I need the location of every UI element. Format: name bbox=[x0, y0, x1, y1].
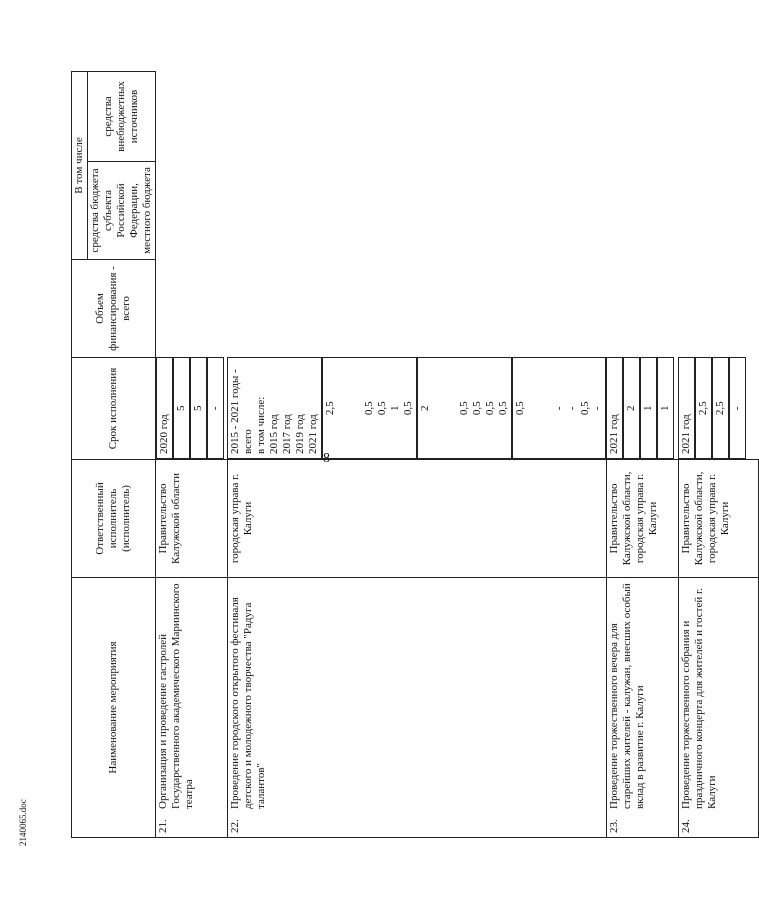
header-row-1 bbox=[72, 72, 88, 838]
events-table bbox=[71, 71, 759, 838]
event-name-cell bbox=[227, 578, 606, 838]
budget-cell: 1 bbox=[640, 358, 657, 460]
budget-cell: 2 0,5 0,5 0,5 0,5 bbox=[417, 358, 512, 460]
responsible-cell: Правительство Калужской области, городская управа г. Калуги bbox=[606, 460, 678, 578]
extra-cell: - bbox=[729, 358, 746, 460]
rotated-table-wrapper bbox=[71, 72, 744, 838]
responsible-cell: Правительство Калужской области bbox=[155, 460, 227, 578]
total-cell: 2,5 bbox=[695, 358, 712, 460]
extra-cell: 1 bbox=[657, 358, 674, 460]
term-cell: 2015 - 2021 годы - всего в том числе: 2015 год 2017 год 2019 год 2021 год bbox=[227, 358, 322, 460]
document-code: 2140065.doc bbox=[18, 799, 28, 846]
header-total: Объем финансирования - всего bbox=[72, 260, 156, 358]
row-number: 23. bbox=[607, 819, 620, 833]
header-name: Наименование мероприятия bbox=[72, 578, 156, 838]
total-cell: 2 bbox=[623, 358, 640, 460]
header-budget: средства бюджета субъекта Российской Федерации, местного бюджета bbox=[87, 162, 155, 260]
header-responsible: Ответственный исполнитель (исполнитель) bbox=[72, 460, 156, 578]
event-name: Проведение городского открытого фестиваля детского и молодежного творчества "Радуга талантов" bbox=[228, 597, 267, 809]
row-number: 22. bbox=[228, 819, 241, 833]
term-cell: 2020 год bbox=[156, 358, 173, 460]
term-cell: 2021 год bbox=[606, 358, 623, 460]
extra-cell: - bbox=[207, 358, 224, 460]
event-name: Организация и проведение гастролей Государственного академического Мариинского театра bbox=[156, 583, 195, 809]
event-name-cell bbox=[678, 578, 758, 838]
header-extra: средства внебюджетных источников bbox=[87, 72, 155, 162]
total-cell: 2,5 0,5 0,5 1 0,5 bbox=[322, 358, 417, 460]
budget-cell: 5 bbox=[190, 358, 207, 460]
responsible-cell: Правительство Калужской области, городская управа г. Калуги bbox=[678, 460, 758, 578]
page-number: 8 bbox=[323, 451, 330, 466]
event-name: Проведение торжественного вечера для старейших жителей - калужан, внесших особый вклад в развитие г. Калуги bbox=[607, 583, 646, 809]
extra-cell: 0,5 - - 0,5 - bbox=[512, 358, 607, 460]
table-row bbox=[606, 72, 678, 838]
table-row bbox=[678, 72, 758, 838]
event-name-cell bbox=[606, 578, 678, 838]
event-name: Проведение торжественного собрания и праздничного концерта для жителей и гостей г. Калуги bbox=[679, 587, 718, 809]
term-cell: 2021 год bbox=[678, 358, 695, 460]
total-cell: 5 bbox=[173, 358, 190, 460]
table-row bbox=[155, 72, 227, 838]
event-name-cell bbox=[155, 578, 227, 838]
row-number: 24. bbox=[679, 819, 692, 833]
header-term: Срок исполнения bbox=[72, 358, 156, 460]
header-including: В том числе bbox=[72, 72, 88, 260]
table-row bbox=[227, 72, 606, 838]
budget-cell: 2,5 bbox=[712, 358, 729, 460]
row-number: 21. bbox=[156, 819, 169, 833]
responsible-cell: городская управа г. Калуги bbox=[227, 460, 606, 578]
